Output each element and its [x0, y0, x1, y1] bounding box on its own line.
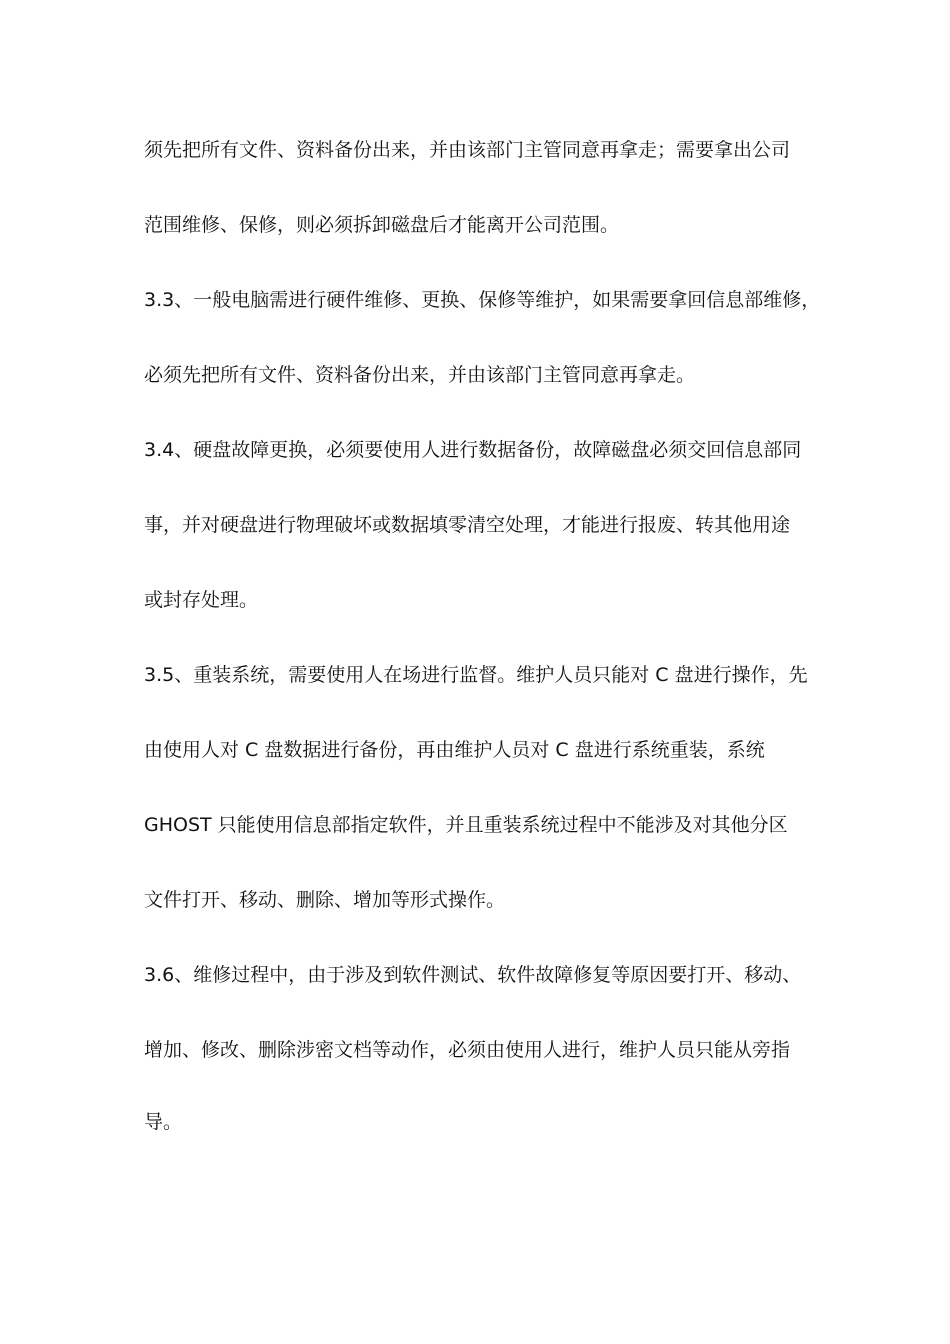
text-line: 导。	[144, 1111, 183, 1133]
text-line: 3.3、一般电脑需进行硬件维修、更换、保修等维护，如果需要拿回信息部维修，	[144, 289, 821, 311]
text-line: 由使用人对 C 盘数据进行备份，再由维护人员对 C 盘进行系统重装，系统	[144, 739, 765, 761]
text-line: 3.5、重装系统，需要使用人在场进行监督。维护人员只能对 C 盘进行操作，先	[144, 664, 808, 686]
text-line: 3.4、硬盘故障更换，必须要使用人进行数据备份，故障磁盘必须交回信息部同	[144, 439, 802, 461]
text-line: 事，并对硬盘进行物理破坏或数据填零清空处理，才能进行报废、转其他用途	[144, 514, 791, 536]
text-line: 或封存处理。	[144, 589, 259, 611]
text-line: 文件打开、移动、删除、增加等形式操作。	[144, 889, 506, 911]
text-line: 范围维修、保修，则必须拆卸磁盘后才能离开公司范围。	[144, 214, 620, 236]
text-line: GHOST 只能使用信息部指定软件，并且重装系统过程中不能涉及对其他分区	[144, 814, 788, 836]
text-line: 必须先把所有文件、资料备份出来，并由该部门主管同意再拿走。	[144, 364, 696, 386]
text-line: 须先把所有文件、资料备份出来，并由该部门主管同意再拿走；需要拿出公司	[144, 139, 791, 161]
text-line: 增加、修改、删除涉密文档等动作，必须由使用人进行，维护人员只能从旁指	[144, 1039, 791, 1061]
text-line: 3.6、维修过程中，由于涉及到软件测试、软件故障修复等原因要打开、移动、	[144, 964, 802, 986]
